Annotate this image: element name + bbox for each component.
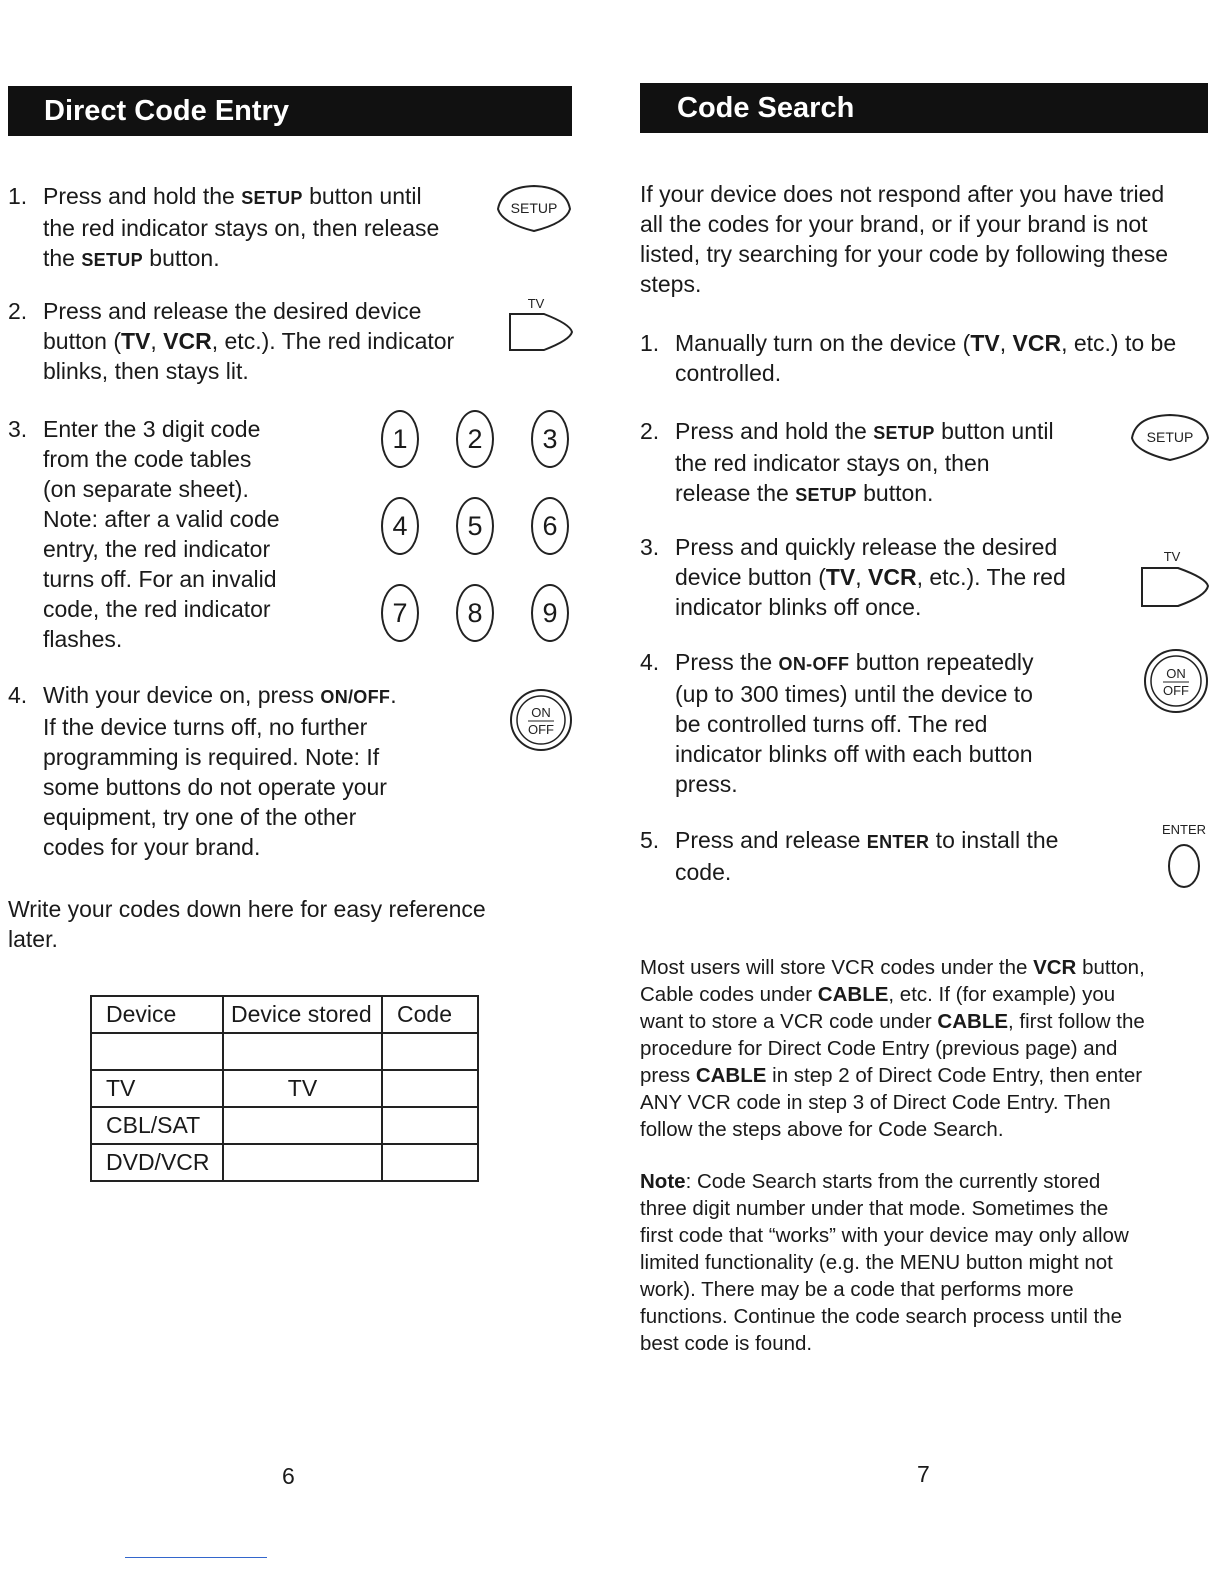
digit-1-icon: 1 xyxy=(381,410,419,468)
svg-text:ENTER: ENTER xyxy=(1161,822,1207,837)
svg-text:SETUP: SETUP xyxy=(510,200,558,216)
table-cell: TV xyxy=(223,1070,382,1107)
store-codes-paragraph: Most users will store VCR codes under the VCR button, Cable codes under CABLE, etc. If (for example) you want to store a VCR code under CABLE, first follow the procedure for Direct Code Entry (previous page) and press CABLE in step 2 of Direct Code Entry, then enter ANY VCR code in step 3 of Direct Code Entry. Then follow the steps above for Code Search. xyxy=(640,956,1145,1141)
svg-text:ON: ON xyxy=(531,705,551,720)
digit-4-icon: 4 xyxy=(381,497,419,555)
section-title: Direct Code Entry xyxy=(44,94,289,127)
table-cell xyxy=(91,1033,223,1070)
svg-text:OFF: OFF xyxy=(1163,683,1189,698)
table-cell xyxy=(382,1033,478,1070)
divider xyxy=(125,1557,267,1558)
table-cell xyxy=(223,1107,382,1144)
svg-text:OFF: OFF xyxy=(528,722,554,737)
tv-button-icon xyxy=(1134,546,1212,612)
digit-6-icon: 6 xyxy=(531,497,569,555)
code-search-banner xyxy=(640,83,1208,133)
section-title: Code Search xyxy=(677,91,855,124)
write-codes-note: Write your codes down here for easy reference later. xyxy=(8,896,486,952)
tv-button-icon xyxy=(500,294,576,358)
table-header-row xyxy=(91,996,478,1033)
svg-text:SETUP: SETUP xyxy=(1146,429,1194,445)
digit-3-icon: 3 xyxy=(531,410,569,468)
table-row xyxy=(91,1033,478,1070)
table-cell: DVD/VCR xyxy=(91,1144,223,1181)
digit-2-icon: 2 xyxy=(456,410,494,468)
table-header: Code xyxy=(382,996,478,1033)
svg-text:TV: TV xyxy=(527,296,545,311)
table-cell: TV xyxy=(91,1070,223,1107)
right-step-2: 2. Press and hold the SETUP button until the red indicator stays on, then release the SETUP button. xyxy=(640,418,1054,506)
page-number-right: 7 xyxy=(917,1461,930,1487)
left-step-1: 1. Press and hold the SETUP button until the red indicator stays on, then release the SETUP button. xyxy=(8,183,440,271)
digit-8-icon: 8 xyxy=(456,584,494,642)
direct-code-entry-banner xyxy=(8,86,572,136)
right-step-5: 5. Press and release ENTER to install the code. xyxy=(640,827,1059,885)
right-step-3: 3. Press and quickly release the desired device button (TV, VCR, etc.). The red indicator blinks off once. xyxy=(640,534,1066,620)
svg-text:ON: ON xyxy=(1166,666,1186,681)
table-cell: CBL/SAT xyxy=(91,1107,223,1144)
code-search-intro: If your device does not respond after you have tried all the codes for your brand, or if your brand is not listed, try searching for your code by following these steps. xyxy=(640,181,1168,297)
codes-table xyxy=(90,995,479,1182)
left-step-3: 3. Enter the 3 digit code from the code tables (on separate sheet). Note: after a valid code entry, the red indicator turns off. For an invalid code, the red indicator flashes. xyxy=(8,416,280,652)
digit-9-icon: 9 xyxy=(531,584,569,642)
left-step-4: 4. With your device on, press ON/OFF. If the device turns off, no further programming is required. Note: If some buttons do not operate your equipment, try one of the other codes for your brand. xyxy=(8,682,397,860)
table-cell xyxy=(382,1144,478,1181)
digit-7-icon: 7 xyxy=(381,584,419,642)
right-step-1: 1. Manually turn on the device (TV, VCR, etc.) to be controlled. xyxy=(640,330,1177,386)
right-step-4: 4. Press the ON-OFF button repeatedly (up to 300 times) until the device to be controlled turns off. The red indicator blinks off with each button press. xyxy=(640,649,1034,797)
table-row xyxy=(91,1144,478,1181)
code-search-note: Note: Code Search starts from the currently stored three digit number under that mode. Sometimes the first code that “works” with your device may only allow limited functionality (e.g. the MENU button might not work). There may be a code that performs more functions. Continue the code search process until the best code is found. xyxy=(640,1170,1129,1355)
table-row xyxy=(91,1107,478,1144)
on-off-button-icon xyxy=(1142,647,1210,715)
table-cell xyxy=(382,1070,478,1107)
left-step-2: 2. Press and release the desired device button (TV, VCR, etc.). The red indicator blinks, then stays lit. xyxy=(8,298,455,384)
page-number-left: 6 xyxy=(282,1463,295,1489)
table-row xyxy=(91,1070,478,1107)
table-header: Device stored xyxy=(223,996,382,1033)
on-off-button-icon xyxy=(508,687,574,753)
table-cell xyxy=(223,1033,382,1070)
table-cell xyxy=(223,1144,382,1181)
enter-button-icon xyxy=(1154,820,1212,890)
table-cell xyxy=(382,1107,478,1144)
digit-5-icon: 5 xyxy=(456,497,494,555)
setup-button-icon xyxy=(1128,412,1212,464)
table-header: Device xyxy=(91,996,223,1033)
setup-button-icon xyxy=(494,183,574,235)
svg-text:TV: TV xyxy=(1163,549,1181,564)
